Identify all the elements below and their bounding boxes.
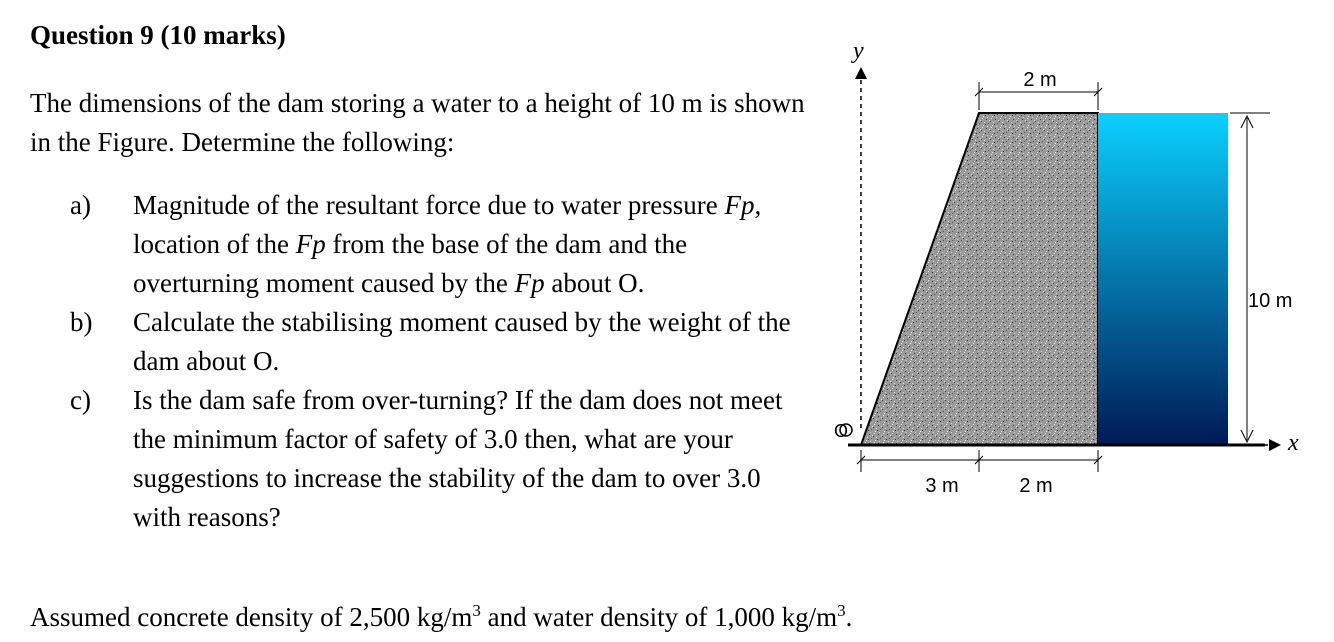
part-text-segment: Calculate the stabilising moment caused by the weight of the dam about O. <box>133 307 791 376</box>
footer-text-c: . <box>845 602 853 632</box>
dim-top-label: 2 m <box>1023 69 1057 91</box>
dim-base-right-label: 2 m <box>1019 475 1053 497</box>
footer-exponent-1: 3 <box>472 601 481 620</box>
part-b-letter: b) <box>70 307 93 337</box>
part-text-segment: Is the dam safe from over-turning? If the dam does not meet the minimum factor of safety of 3.0 then, what are your suggestions to increase the stability of the dam to over 3.0 with reasons? <box>133 385 783 532</box>
part-text-segment: about O. <box>544 268 645 298</box>
dim-base-left-label: 3 m <box>925 475 959 497</box>
part-a-letter: a) <box>70 190 91 220</box>
water-body <box>1098 113 1228 445</box>
x-axis-label: x <box>1288 430 1299 456</box>
footer-exponent-2: 3 <box>837 601 846 620</box>
y-axis-label: y <box>853 38 864 64</box>
part-text-segment: from the base of the dam and the overturning moment caused by the <box>133 229 688 298</box>
force-symbol: Fp <box>724 190 755 220</box>
question-heading: Question 9 (10 marks) <box>30 20 286 50</box>
part-text-segment: , location of the <box>133 190 762 259</box>
origin-label: O <box>834 421 849 441</box>
dim-height-label: 10 m <box>1248 290 1293 312</box>
dam-body <box>861 113 1098 445</box>
part-c-letter: c) <box>70 385 91 415</box>
dim-base <box>857 450 1102 472</box>
density-assumptions <box>30 601 852 633</box>
force-symbol: Fp <box>514 268 545 298</box>
question-intro: The dimensions of the dam storing a water to a height of 10 m is shown in the Figure. Determine the following: <box>30 88 805 157</box>
footer-text-a: Assumed concrete density of 2,500 kg/m <box>30 602 473 632</box>
dim-height <box>1230 113 1270 445</box>
part-text-segment: Magnitude of the resultant force due to water pressure <box>133 190 725 220</box>
force-symbol: Fp <box>295 229 326 259</box>
footer-text-b: and water density of 1,000 kg/m <box>480 602 838 632</box>
